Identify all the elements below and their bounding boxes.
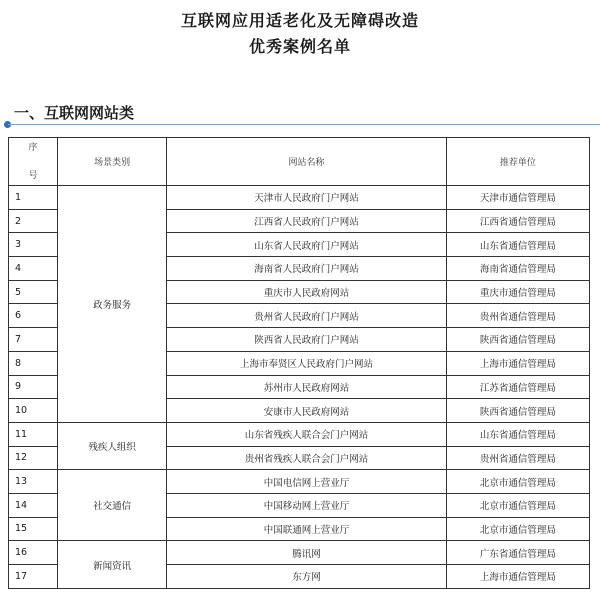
table-row — [9, 541, 590, 565]
recommender-cell: 北京市通信管理局 — [446, 493, 589, 517]
site-cell: 天津市人民政府门户网站 — [167, 186, 446, 210]
category-cell: 政务服务 — [58, 186, 167, 423]
recommender-cell: 上海市通信管理局 — [446, 351, 589, 375]
section-heading: 一、互联网网站类 — [14, 104, 135, 122]
seq-cell: 8 — [9, 351, 58, 375]
recommender-cell: 上海市通信管理局 — [446, 565, 589, 589]
site-cell: 贵州省残疾人联合会门户网站 — [167, 446, 446, 470]
seq-cell: 11 — [9, 422, 58, 446]
recommender-cell: 贵州省通信管理局 — [446, 304, 589, 328]
seq-cell: 7 — [9, 328, 58, 352]
site-cell: 东方网 — [167, 565, 446, 589]
recommender-cell: 江苏省通信管理局 — [446, 375, 589, 399]
seq-cell: 6 — [9, 304, 58, 328]
cases-table — [8, 137, 590, 589]
site-cell: 中国联通网上营业厅 — [167, 517, 446, 541]
table-row — [9, 470, 590, 494]
seq-cell: 16 — [9, 541, 58, 565]
seq-cell: 9 — [9, 375, 58, 399]
category-cell: 新闻资讯 — [58, 541, 167, 588]
seq-cell: 2 — [9, 209, 58, 233]
recommender-cell: 天津市通信管理局 — [446, 186, 589, 210]
document-subtitle: 优秀案例名单 — [248, 37, 351, 56]
seq-cell: 5 — [9, 280, 58, 304]
site-cell: 海南省人民政府门户网站 — [167, 257, 446, 281]
recommender-cell: 陕西省通信管理局 — [446, 328, 589, 352]
site-cell: 江西省人民政府门户网站 — [167, 209, 446, 233]
site-cell: 上海市奉贤区人民政府门户网站 — [167, 351, 446, 375]
seq-cell: 12 — [9, 446, 58, 470]
site-cell: 中国电信网上营业厅 — [167, 470, 446, 494]
recommender-cell: 北京市通信管理局 — [446, 517, 589, 541]
table-row — [9, 422, 590, 446]
header-seq-top: 序 — [28, 142, 38, 153]
section-underline — [8, 124, 600, 125]
table-header-row — [9, 138, 590, 186]
site-cell: 中国移动网上营业厅 — [167, 493, 446, 517]
category-cell: 残疾人组织 — [58, 422, 167, 469]
site-cell: 苏州市人民政府网站 — [167, 375, 446, 399]
seq-cell: 14 — [9, 493, 58, 517]
recommender-cell: 陕西省通信管理局 — [446, 399, 589, 423]
site-cell: 腾讯网 — [167, 541, 446, 565]
header-seq — [9, 138, 58, 186]
table-row — [9, 186, 590, 210]
seq-cell: 10 — [9, 399, 58, 423]
recommender-cell: 山东省通信管理局 — [446, 422, 589, 446]
header-seq-bottom: 号 — [28, 170, 38, 181]
recommender-cell: 山东省通信管理局 — [446, 233, 589, 257]
header-recommender: 推荐单位 — [446, 138, 589, 186]
site-cell: 山东省人民政府门户网站 — [167, 233, 446, 257]
seq-cell: 13 — [9, 470, 58, 494]
seq-cell: 4 — [9, 257, 58, 281]
recommender-cell: 贵州省通信管理局 — [446, 446, 589, 470]
header-category: 场景类别 — [58, 138, 167, 186]
document-title: 互联网应用适老化及无障碍改造 — [180, 11, 419, 30]
recommender-cell: 海南省通信管理局 — [446, 257, 589, 281]
site-cell: 重庆市人民政府网站 — [167, 280, 446, 304]
seq-cell: 17 — [9, 565, 58, 589]
recommender-cell: 广东省通信管理局 — [446, 541, 589, 565]
seq-cell: 3 — [9, 233, 58, 257]
recommender-cell: 重庆市通信管理局 — [446, 280, 589, 304]
category-cell: 社交通信 — [58, 470, 167, 541]
seq-cell: 15 — [9, 517, 58, 541]
recommender-cell: 北京市通信管理局 — [446, 470, 589, 494]
recommender-cell: 江西省通信管理局 — [446, 209, 589, 233]
site-cell: 安康市人民政府网站 — [167, 399, 446, 423]
site-cell: 山东省残疾人联合会门户网站 — [167, 422, 446, 446]
site-cell: 陕西省人民政府门户网站 — [167, 328, 446, 352]
header-site: 网站名称 — [167, 138, 446, 186]
site-cell: 贵州省人民政府门户网站 — [167, 304, 446, 328]
seq-cell: 1 — [9, 186, 58, 210]
